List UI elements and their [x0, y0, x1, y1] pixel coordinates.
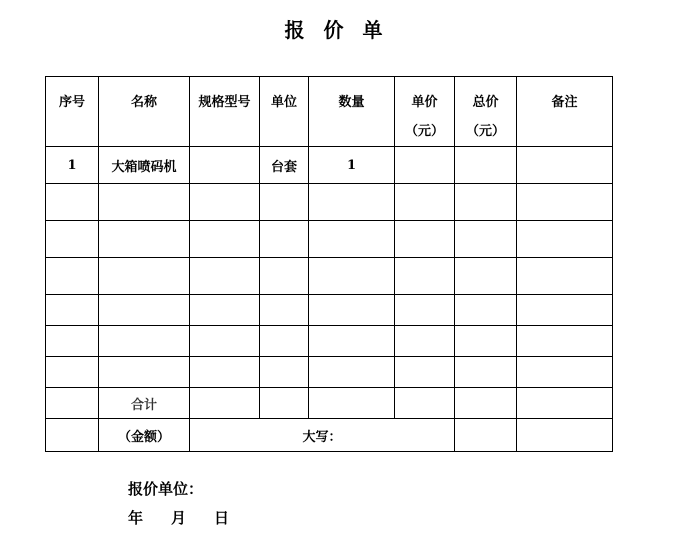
table-cell[interactable]	[190, 388, 260, 419]
table-cell[interactable]	[395, 357, 455, 388]
table-cell[interactable]	[309, 184, 395, 221]
table-cell[interactable]	[517, 326, 613, 357]
table-cell[interactable]	[517, 357, 613, 388]
header-spec-model: 规格型号	[190, 77, 260, 147]
header-quantity: 数量	[309, 77, 395, 147]
table-cell[interactable]: 1	[46, 147, 99, 184]
table-cell[interactable]	[260, 388, 309, 419]
table-cell[interactable]	[46, 184, 99, 221]
table-cell[interactable]	[46, 357, 99, 388]
table-cell[interactable]	[395, 388, 455, 419]
table-cell[interactable]	[395, 147, 455, 184]
subtotal-label: 合计	[99, 388, 190, 419]
capital-label: 大写：	[302, 429, 342, 445]
table-cell[interactable]: 台套	[260, 147, 309, 184]
table-row	[46, 184, 613, 221]
table-cell[interactable]	[395, 184, 455, 221]
table-cell[interactable]	[46, 388, 99, 419]
amount-row	[46, 419, 613, 452]
table-cell[interactable]	[99, 357, 190, 388]
table-cell[interactable]	[260, 357, 309, 388]
header-row	[46, 77, 613, 147]
table-cell[interactable]	[99, 295, 190, 326]
header-total-price: 总价 （元）	[455, 77, 517, 147]
header-remarks: 备注	[517, 77, 613, 147]
table-cell[interactable]	[517, 419, 613, 452]
table-cell[interactable]	[260, 258, 309, 295]
table-cell[interactable]	[517, 295, 613, 326]
table-cell[interactable]	[260, 184, 309, 221]
quoting-unit-label: 报价单位：	[128, 480, 204, 498]
table-cell[interactable]	[395, 221, 455, 258]
table-cell[interactable]	[46, 326, 99, 357]
table-cell[interactable]	[455, 258, 517, 295]
table-cell[interactable]	[99, 184, 190, 221]
table-cell[interactable]	[260, 295, 309, 326]
table-cell[interactable]	[99, 326, 190, 357]
table-cell[interactable]	[309, 258, 395, 295]
day-label: 日	[214, 509, 230, 527]
table-cell[interactable]	[455, 295, 517, 326]
table-cell[interactable]	[455, 184, 517, 221]
table-cell[interactable]	[190, 258, 260, 295]
table-cell[interactable]	[309, 357, 395, 388]
table-cell[interactable]	[455, 388, 517, 419]
date-line	[128, 507, 229, 528]
table-cell[interactable]	[395, 258, 455, 295]
table-cell[interactable]	[517, 184, 613, 221]
year-label: 年	[128, 509, 144, 527]
header-name: 名称	[99, 77, 190, 147]
page-title: 报 价 单	[284, 18, 389, 42]
table-cell[interactable]	[455, 326, 517, 357]
table-cell[interactable]	[190, 357, 260, 388]
table-cell[interactable]	[455, 147, 517, 184]
header-unit: 单位	[260, 77, 309, 147]
table-cell[interactable]	[46, 221, 99, 258]
table-cell[interactable]	[46, 258, 99, 295]
table-cell[interactable]	[309, 388, 395, 419]
table-cell[interactable]	[517, 258, 613, 295]
table-row	[46, 295, 613, 326]
quote-table	[45, 76, 613, 452]
table-cell[interactable]	[455, 221, 517, 258]
table-cell[interactable]	[260, 221, 309, 258]
table-cell[interactable]	[395, 295, 455, 326]
table-cell[interactable]	[455, 357, 517, 388]
table-row	[46, 258, 613, 295]
table-cell[interactable]	[99, 258, 190, 295]
table-cell[interactable]	[46, 419, 99, 452]
table-cell[interactable]	[517, 147, 613, 184]
table-cell[interactable]	[46, 295, 99, 326]
table-row	[46, 326, 613, 357]
table-cell[interactable]	[517, 221, 613, 258]
capital-amount-field[interactable]	[190, 419, 455, 452]
table-cell[interactable]	[190, 147, 260, 184]
table-cell[interactable]	[190, 295, 260, 326]
table-cell[interactable]	[260, 326, 309, 357]
table-cell[interactable]	[309, 221, 395, 258]
table-cell[interactable]	[517, 388, 613, 419]
table-cell[interactable]: 大箱喷码机	[99, 147, 190, 184]
header-unit-price: 单价 （元）	[395, 77, 455, 147]
month-label: 月	[171, 509, 187, 527]
table-cell[interactable]	[99, 221, 190, 258]
table-cell[interactable]	[190, 184, 260, 221]
table-cell[interactable]	[455, 419, 517, 452]
table-cell[interactable]	[395, 326, 455, 357]
table-cell[interactable]	[309, 295, 395, 326]
table-cell[interactable]: 1	[309, 147, 395, 184]
table-cell[interactable]	[309, 326, 395, 357]
table-cell[interactable]	[190, 221, 260, 258]
table-row	[46, 221, 613, 258]
amount-label: （金额）	[99, 419, 190, 452]
table-row	[46, 357, 613, 388]
table-cell[interactable]	[190, 326, 260, 357]
header-serial-no: 序号	[46, 77, 99, 147]
table-row	[46, 147, 613, 184]
subtotal-row	[46, 388, 613, 419]
